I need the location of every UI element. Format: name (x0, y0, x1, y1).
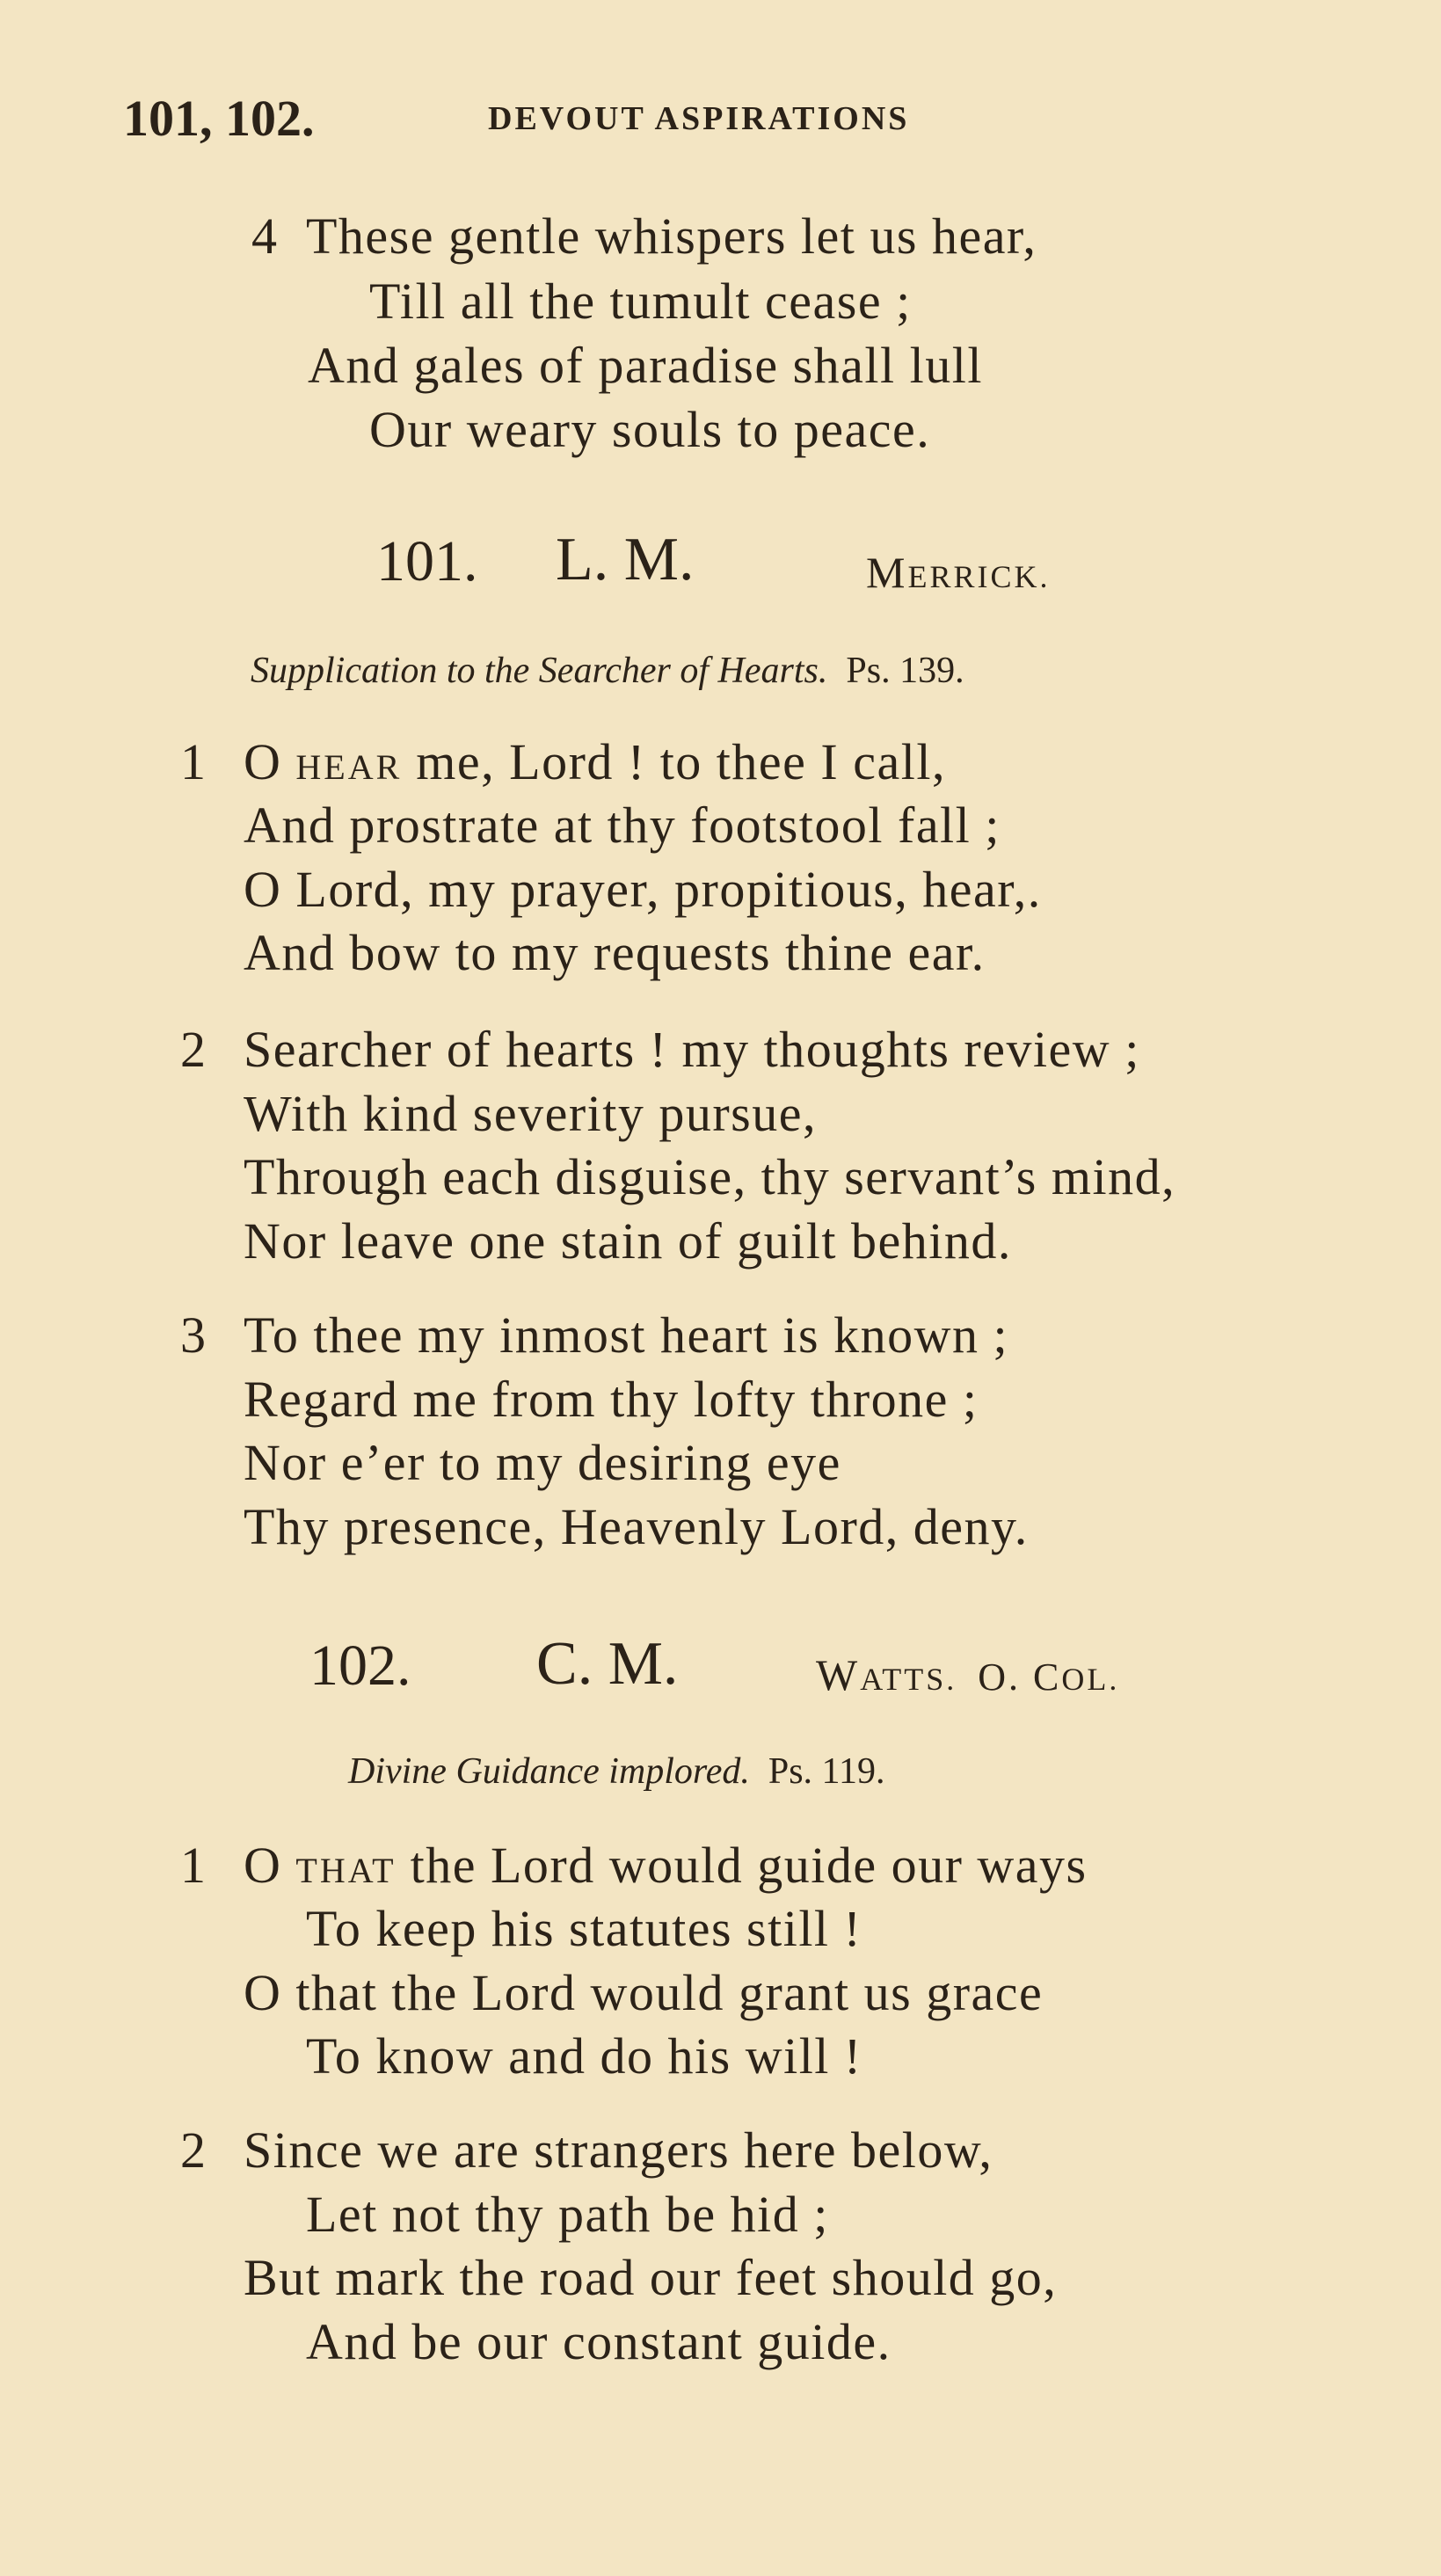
verse-line: Regard me from thy lofty throne ; (244, 1371, 979, 1428)
hymn-number: 102. (309, 1634, 411, 1698)
verse-line: Nor leave one stain of guilt behind. (244, 1212, 1012, 1270)
hymn-subtitle (251, 652, 964, 689)
psalm-ref: Ps. 139. (846, 651, 964, 691)
verse-line: Through each disguise, thy servant’s mind, (244, 1148, 1176, 1205)
smallcaps-word: THAT (295, 1851, 397, 1890)
verse-number: 2 (180, 2121, 206, 2179)
verse-line: Our weary souls to peace. (369, 401, 931, 458)
verse-line: Let not thy path be hid ; (306, 2186, 829, 2243)
psalm-ref: Ps. 119. (768, 1751, 885, 1792)
author-rest: ATTS. (860, 1662, 957, 1697)
verse-line: Till all the tumult cease ; (369, 273, 912, 330)
verse-line: O that the Lord would grant us grace (244, 1964, 1044, 2021)
verse-line: And gales of paradise shall lull (308, 337, 983, 394)
first-word: O (244, 733, 282, 790)
page-numbers: 101, 102. (123, 90, 315, 147)
line-rest: me, Lord ! to thee I call, (402, 733, 946, 790)
collection-rest: OL. (1061, 1662, 1120, 1697)
verse-line: Thy presence, Heavenly Lord, deny. (244, 1498, 1029, 1555)
verse-line: And prostrate at thy footstool fall ; (244, 797, 1001, 854)
verse-line (244, 1837, 1088, 1894)
author-rest: ERRICK. (907, 559, 1051, 594)
hymn-subtitle (348, 1753, 885, 1790)
verse-number: 1 (180, 1837, 206, 1894)
smallcaps-word: HEAR (295, 747, 403, 787)
verse-line: Nor e’er to my desiring eye (244, 1434, 841, 1491)
hymn-author (816, 1650, 1120, 1699)
running-title: DEVOUT ASPIRATIONS (488, 100, 910, 137)
subtitle-text: Supplication to the Searcher of Hearts. (251, 651, 828, 691)
subtitle-text: Divine Guidance implored. (348, 1751, 750, 1792)
verse-number: 1 (180, 733, 206, 790)
line-rest: the Lord would guide our ways (396, 1837, 1088, 1894)
verse-number: 2 (180, 1021, 206, 1078)
collection-initials: O. C (978, 1655, 1062, 1699)
hymn-meter: L. M. (556, 526, 695, 593)
verse-line: To thee my inmost heart is known ; (244, 1306, 1009, 1364)
verse-line (244, 733, 946, 790)
verse-number: 3 (180, 1306, 206, 1364)
verse-line: But mark the road our feet should go, (244, 2249, 1058, 2306)
hymn-author (866, 548, 1051, 597)
hymn-meter: C. M. (536, 1630, 679, 1698)
author-initial: M (866, 548, 908, 597)
verse-line: Since we are strangers here below, (244, 2121, 993, 2179)
verse-line: Searcher of hearts ! my thoughts review ; (244, 1021, 1140, 1078)
verse-line: With kind severity pursue, (244, 1085, 817, 1142)
verse-line: And be our constant guide. (306, 2313, 892, 2370)
verse-line: And bow to my requests thine ear. (244, 924, 986, 981)
author-initial: W (816, 1650, 861, 1699)
verse-line: To keep his statutes still ! (306, 1900, 862, 1957)
hymn-number: 101. (376, 529, 478, 593)
verse-line: To know and do his will ! (306, 2027, 862, 2085)
verse-number: 4 (251, 207, 277, 265)
verse-line: These gentle whispers let us hear, (306, 207, 1037, 265)
first-word: O (244, 1837, 282, 1894)
verse-line: O Lord, my prayer, propitious, hear,. (244, 861, 1042, 918)
